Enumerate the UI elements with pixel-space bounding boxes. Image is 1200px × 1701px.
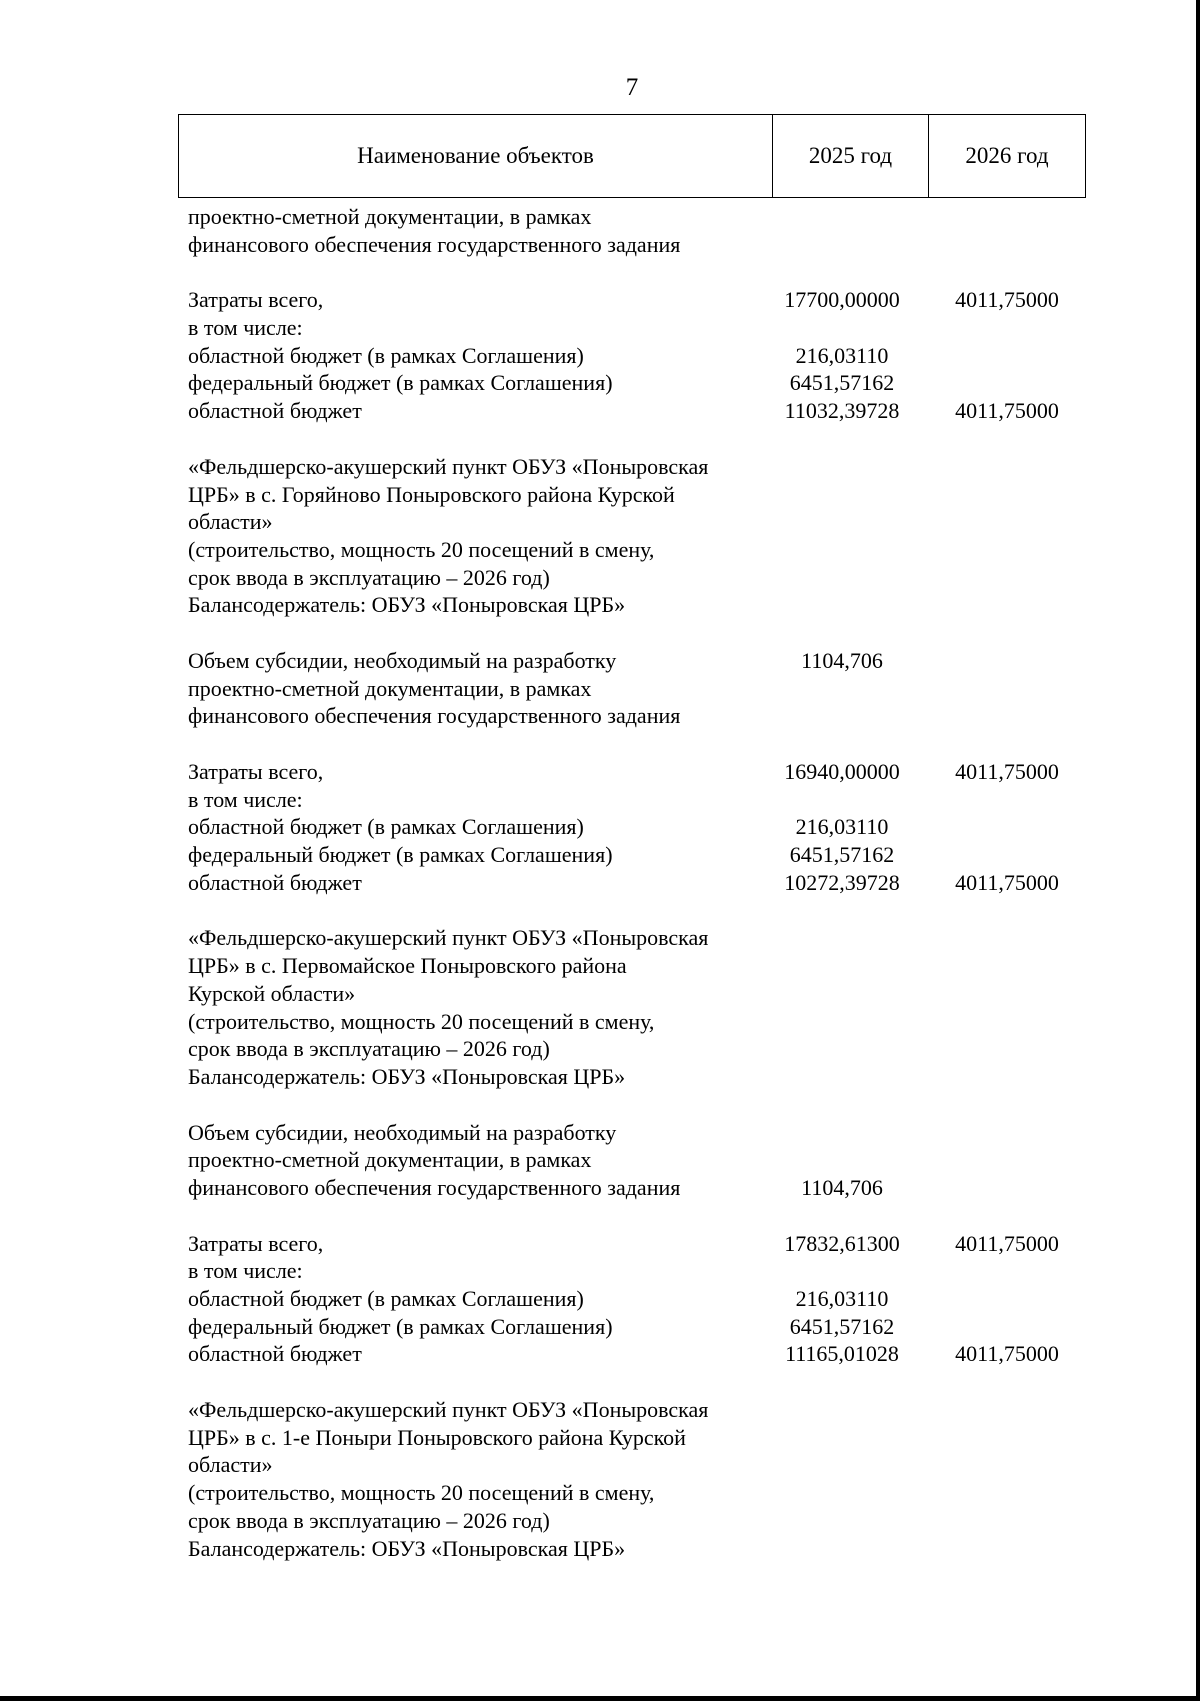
row-name: федеральный бюджет (в рамках Соглашения): [188, 842, 613, 868]
row-name: в том числе:: [188, 315, 303, 341]
table-row: [188, 647, 1088, 675]
row-name: ЦРБ» в с. Горяйново Поныровского района Курской: [188, 481, 675, 507]
row-name: федеральный бюджет (в рамках Соглашения): [188, 1313, 613, 1339]
table-row: [188, 869, 1088, 897]
scan-edge-right: [1196, 0, 1200, 1701]
row-name: ЦРБ» в с. 1-е Поныри Поныровского района Курской: [188, 1424, 686, 1450]
table-row: [188, 841, 1088, 869]
row-value-2025: 16940,00000: [784, 759, 900, 784]
header-year-2026: 2026 год: [965, 143, 1049, 168]
row-name: срок ввода в эксплуатацию – 2026 год): [188, 1036, 550, 1062]
row-name: финансового обеспечения государственного задания: [188, 231, 681, 257]
table-row: [188, 1479, 1088, 1507]
row-value-2025: 1104,706: [801, 1174, 883, 1200]
table-row: [188, 1035, 1088, 1063]
row-value-2025: 216,03110: [795, 342, 889, 368]
table-row: [188, 1230, 1088, 1258]
table-row: [188, 314, 1088, 342]
row-name: «Фельдшерско-акушерский пункт ОБУЗ «Поныровская: [188, 925, 709, 951]
table-row: [188, 203, 1088, 231]
table-row: [188, 730, 1088, 758]
table-body: [188, 203, 1088, 1562]
row-name: «Фельдшерско-акушерский пункт ОБУЗ «Поныровская: [188, 453, 709, 479]
table-row: [188, 481, 1088, 509]
table-row: [188, 1368, 1088, 1396]
row-name: Балансодержатель: ОБУЗ «Поныровская ЦРБ»: [188, 592, 626, 618]
header-name-column: Наименование объектов: [179, 115, 773, 197]
row-name: области»: [188, 509, 273, 535]
row-name: «Фельдшерско-акушерский пункт ОБУЗ «Поныровская: [188, 1397, 709, 1423]
row-name: (строительство, мощность 20 посещений в смену,: [188, 536, 655, 562]
table-row: [188, 1535, 1088, 1563]
row-value-2025: 1104,706: [801, 647, 883, 673]
table-row: [188, 813, 1088, 841]
row-value-2025: 10272,39728: [784, 869, 900, 895]
table-row: [188, 702, 1088, 730]
table-row: [188, 896, 1088, 924]
table-row: [188, 369, 1088, 397]
table-row: [188, 1257, 1088, 1285]
table-row: [188, 1119, 1088, 1147]
row-value-2025: 11165,01028: [785, 1341, 899, 1367]
row-name: ЦРБ» в с. Первомайское Поныровского района: [188, 953, 627, 979]
row-value-2025: 11032,39728: [784, 398, 900, 424]
row-name: срок ввода в эксплуатацию – 2026 год): [188, 564, 550, 590]
row-value-2026: 4011,75000: [955, 287, 1059, 313]
table-row: [188, 924, 1088, 952]
row-name: в том числе:: [188, 786, 303, 812]
row-name: (строительство, мощность 20 посещений в смену,: [188, 1008, 655, 1034]
table-row: [188, 675, 1088, 703]
table-row: [188, 564, 1088, 592]
table-row: [188, 1340, 1088, 1368]
row-value-2025: 6451,57162: [789, 370, 895, 396]
row-name: проектно-сметной документации, в рамках: [188, 1147, 592, 1173]
table-row: [188, 1202, 1088, 1230]
row-name: областной бюджет (в рамках Соглашения): [188, 342, 584, 368]
table-row: [188, 1063, 1088, 1091]
row-name: финансового обеспечения государственного задания: [188, 703, 681, 729]
row-value-2026: 4011,75000: [955, 1341, 1059, 1367]
table-row: [188, 1008, 1088, 1036]
table-row: [188, 980, 1088, 1008]
table-row: [188, 1313, 1088, 1341]
row-name: (строительство, мощность 20 посещений в смену,: [188, 1480, 655, 1506]
row-value-2026: 4011,75000: [955, 869, 1059, 895]
table-row: [188, 258, 1088, 286]
row-value-2025: 17700,00000: [784, 287, 900, 313]
row-name: Балансодержатель: ОБУЗ «Поныровская ЦРБ»: [188, 1535, 626, 1561]
table-header: [178, 114, 1086, 198]
row-name: областной бюджет: [188, 398, 362, 424]
table-row: [188, 1285, 1088, 1313]
row-value-2026: 4011,75000: [955, 398, 1059, 424]
scan-edge-bottom: [0, 1696, 1200, 1701]
table-row: [188, 1507, 1088, 1535]
table-row: [188, 1396, 1088, 1424]
table-row: [188, 286, 1088, 314]
page-number: 7: [625, 74, 639, 101]
row-value-2026: 4011,75000: [955, 759, 1059, 784]
table-row: [188, 425, 1088, 453]
table-row: [188, 342, 1088, 370]
table-row: [188, 1174, 1088, 1202]
row-value-2025: 216,03110: [795, 1286, 889, 1311]
row-name: финансового обеспечения государственного задания: [188, 1174, 681, 1200]
row-name: Затраты всего,: [188, 759, 324, 784]
row-name: в том числе:: [188, 1258, 303, 1284]
table-row: [188, 1424, 1088, 1452]
header-year-2025: 2025 год: [773, 115, 929, 197]
table-row: [188, 619, 1088, 647]
table-row: [188, 758, 1088, 786]
row-value-2025: 6451,57162: [789, 1313, 895, 1339]
table-row: [188, 508, 1088, 536]
row-name: областной бюджет (в рамках Соглашения): [188, 1286, 584, 1311]
row-value-2026: 4011,75000: [955, 1230, 1059, 1256]
table-row: [188, 952, 1088, 980]
row-name: Объем субсидии, необходимый на разработку: [188, 647, 617, 673]
row-value-2025: 17832,61300: [784, 1230, 900, 1256]
row-value-2025: 216,03110: [795, 814, 889, 840]
row-name: областной бюджет: [188, 869, 362, 895]
table-row: [188, 397, 1088, 425]
row-name: проектно-сметной документации, в рамках: [188, 204, 592, 229]
row-name: областной бюджет (в рамках Соглашения): [188, 814, 584, 840]
table-row: [188, 786, 1088, 814]
table-row: [188, 231, 1088, 259]
row-name: Курской области»: [188, 980, 356, 1006]
table-row: [188, 1146, 1088, 1174]
row-name: федеральный бюджет (в рамках Соглашения): [188, 370, 613, 396]
row-name: Балансодержатель: ОБУЗ «Поныровская ЦРБ»: [188, 1063, 626, 1089]
table-row: [188, 1451, 1088, 1479]
row-name: Затраты всего,: [188, 287, 324, 313]
row-name: Объем субсидии, необходимый на разработку: [188, 1119, 617, 1145]
row-name: Затраты всего,: [188, 1230, 324, 1256]
table-row: [188, 591, 1088, 619]
table-row: [188, 1091, 1088, 1119]
row-name: срок ввода в эксплуатацию – 2026 год): [188, 1507, 550, 1533]
row-value-2025: 6451,57162: [789, 842, 895, 868]
table-row: [188, 453, 1088, 481]
row-name: областной бюджет: [188, 1341, 362, 1367]
row-name: области»: [188, 1452, 273, 1478]
row-name: проектно-сметной документации, в рамках: [188, 675, 592, 701]
table-row: [188, 536, 1088, 564]
